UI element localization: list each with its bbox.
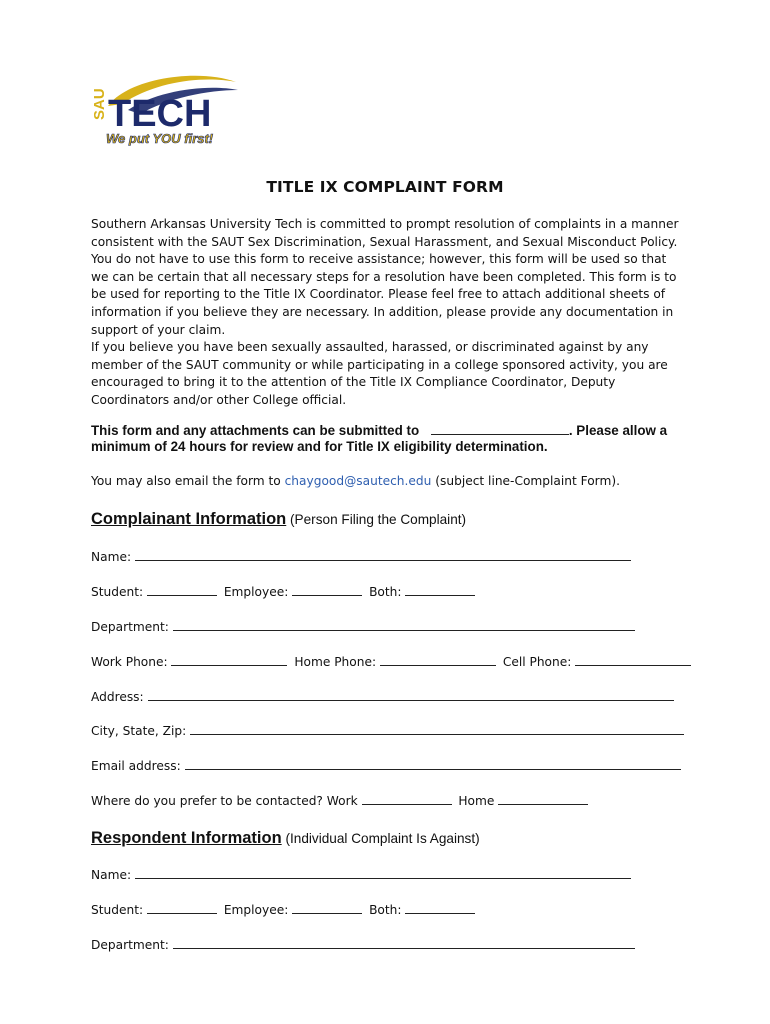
work-phone-label: Work Phone: [91,655,168,669]
respondent-department-row [91,937,638,952]
respondent-name-label: Name: [91,868,132,882]
complainant-email-field[interactable] [185,758,681,770]
respondent-student-field[interactable] [147,902,217,914]
complainant-heading: Complainant Information [91,510,287,528]
complainant-city-row [91,723,687,738]
complainant-department-row [91,619,638,634]
complainant-section-header [91,510,466,529]
logo-tagline: We put YOU first! [106,131,214,146]
respondent-department-label: Department: [91,938,169,952]
respondent-heading: Respondent Information [91,829,282,847]
respondent-name-field[interactable] [135,867,631,879]
submission-recipient-blank[interactable] [431,423,569,435]
respondent-department-field[interactable] [173,937,635,949]
respondent-name-row [91,867,634,882]
respondent-employee-field[interactable] [292,902,362,914]
email-address-label: Email address: [91,759,181,773]
cell-phone-label: Cell Phone: [502,655,572,669]
name-label: Name: [91,550,132,564]
complainant-cell-phone-field[interactable] [575,654,691,666]
contact-preference-label: Where do you prefer to be contacted? Work [91,794,358,808]
contact-work-field[interactable] [362,793,452,805]
complainant-department-field[interactable] [173,619,635,631]
student-label: Student: [91,585,144,599]
complainant-email-row [91,758,684,773]
logo-tech-text: TECH [108,93,212,135]
complainant-employee-field[interactable] [292,584,362,596]
logo-sau-text: SAU [91,88,108,120]
encouragement-paragraph: If you believe you have been sexually assaulted, harassed, or discriminated against by any member of the SAUT community or while participating in a college sponsored activity, you are encouraged to bring it to the attention of the Title IX Compliance Coordinator, Deputy Coordinators and/or other College official. [91,340,668,407]
email-prefix: You may also email the form to [91,474,281,488]
respondent-employee-label: Employee: [223,903,289,917]
contact-home-label: Home [458,794,495,808]
complainant-home-phone-field[interactable] [380,654,496,666]
email-suffix: (subject line-Complaint Form). [435,474,620,488]
contact-home-field[interactable] [498,793,588,805]
page-title: TITLE IX COMPLAINT FORM [266,178,504,196]
sau-tech-logo [88,70,240,150]
department-label: Department: [91,620,169,634]
complainant-subheading: (Person Filing the Complaint) [290,512,467,527]
respondent-status-row [91,902,478,917]
complainant-student-field[interactable] [147,584,217,596]
complainant-address-field[interactable] [148,689,674,701]
respondent-student-label: Student: [91,903,144,917]
respondent-section-header [91,829,480,848]
respondent-both-label: Both: [369,903,402,917]
respondent-both-field[interactable] [405,902,475,914]
respondent-subheading: (Individual Complaint Is Against) [285,831,480,846]
complainant-both-field[interactable] [405,584,475,596]
submission-note-end: . Please allow a minimum of 24 hours for review and for Title IX eligibility determination. [91,423,668,454]
complainant-phone-row [91,654,694,669]
home-phone-label: Home Phone: [294,655,377,669]
submission-note [91,423,691,455]
complainant-name-row [91,549,634,564]
complainant-work-phone-field[interactable] [171,654,287,666]
address-label: Address: [91,690,144,704]
employee-label: Employee: [223,585,289,599]
complainant-name-field[interactable] [135,549,631,561]
coordinator-email-link[interactable]: chaygood@sautech.edu [284,474,432,488]
complainant-contact-row [91,793,591,808]
both-label: Both: [369,585,402,599]
city-state-zip-label: City, State, Zip: [91,724,187,738]
submission-note-start: This form and any attachments can be submitted to [91,423,420,438]
email-instructions [91,474,620,488]
intro-paragraph: Southern Arkansas University Tech is committed to prompt resolution of complaints in a manner consistent with the SAUT Sex Discrimination, Sexual Harassment, and Sexual Misconduct Policy. You do not have to use this form to receive assistance; however, this form will be used so that we can be certain that all necessary steps for a resolution have been completed. This form is to be used for reporting to the Title IX Coordinator. Please feel free to attach additional sheets of information if you believe they are necessary. In addition, please provide any documentation in support of your claim. [91,217,679,337]
complainant-address-row [91,689,677,704]
complainant-status-row [91,584,478,599]
complainant-city-field[interactable] [190,723,684,735]
